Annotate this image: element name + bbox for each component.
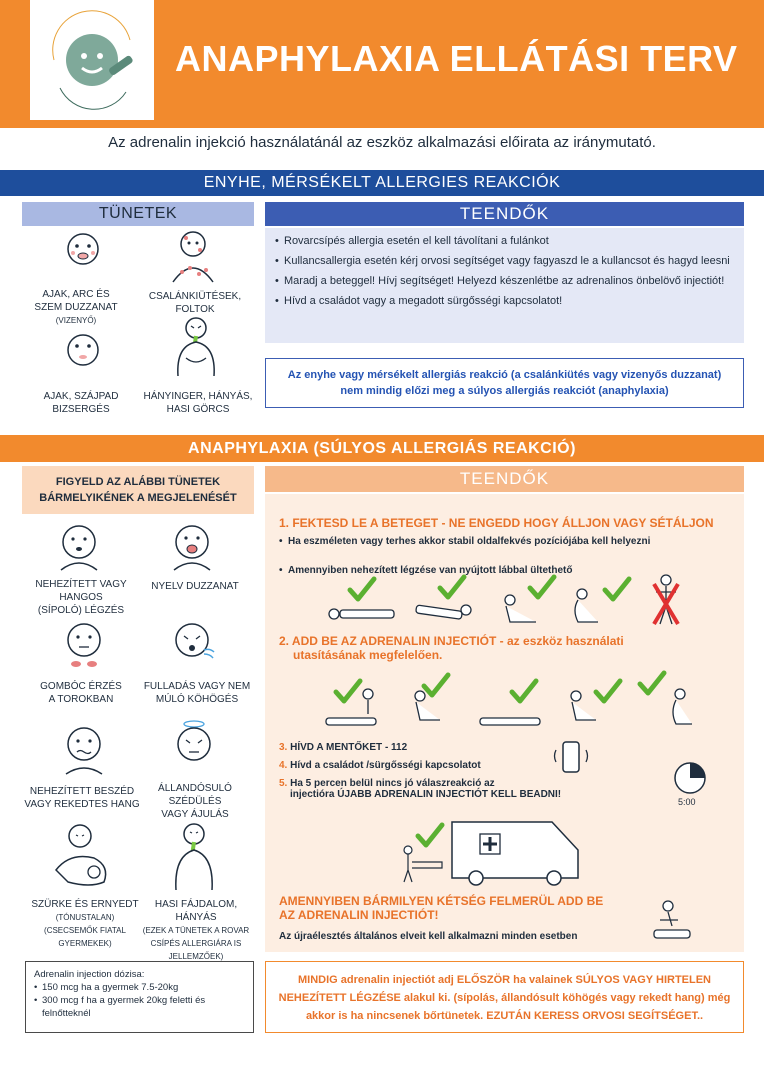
throat-lump-icon [60, 620, 110, 672]
cpr-note: Az újraélesztés általános elveit kell alkalmazni minden esetben [279, 931, 578, 942]
symptom-label: NEHEZÍTETT VAGY HANGOS (SÍPOLÓ) LÉGZÉS [35, 579, 127, 616]
ambulance-icon [392, 816, 582, 888]
symptom-label: CSALÁNKIÜTÉSEK, FOLTOK [148, 291, 242, 315]
dose-box [25, 961, 254, 1033]
phone-icon [553, 738, 589, 778]
tongue-swelling-icon [168, 520, 220, 572]
dose-item: • 150 mcg ha a gyermek 7.5-20kg [34, 981, 245, 994]
watch-symptoms-box: FIGYELD AZ ALÁBBI TÜNETEK BÁRMELYIKÉNEK A MEGJELENÉSÉT [22, 466, 254, 514]
swollen-face-icon [64, 231, 102, 271]
todo-item: • Kullancsallergia esetén kérj orvosi segítséget vagy fagyaszd le a kullancsot és hagyd leesni [275, 254, 734, 268]
dizziness-icon [170, 718, 222, 776]
symptom-label: NYELV DUZZANAT [151, 581, 239, 592]
dose-item: • 300 mcg f ha a gyermek 20kg feletti és felnőtteknél [34, 994, 245, 1020]
todo-item: • Maradj a beteggel! Hívj segítséget! Helyezd készenlétbe az adrenalinos önbelövő injectiót! [275, 274, 734, 288]
vomiting-icon [168, 316, 224, 378]
severe-todo-heading: TEENDŐK [265, 466, 744, 492]
breathing-icon [55, 520, 107, 572]
severe-section-bar: ANAPHYLAXIA (SÚLYOS ALLERGIÁS REAKCIÓ) [0, 435, 764, 462]
symptom-label: AJAK, SZÁJPAD BIZSERGÉS [43, 391, 119, 415]
subtitle: Az adrenalin injekció használatánál az eszköz alkalmazási előirata az iránymutató. [108, 134, 656, 151]
check-icon [350, 579, 374, 599]
symptom-label: HÁNYINGER, HÁNYÁS, HASI GÖRCS [143, 391, 253, 415]
logo-face-icon [30, 0, 154, 120]
mild-todo-list [265, 228, 744, 343]
step-2-title: 2. ADD BE AZ ADRENALIN INJECTIÓT - az eszköz használati utasításának megfelelően. [279, 634, 624, 662]
step-1-bullet: • Ha eszméleten vagy terhes akkor stabil oldalfekvés pozícióјába kell helyezni [279, 536, 739, 547]
symptom-label: ÁLLANDÓSULÓ SZÉDÜLÉS VAGY ÁJULÁS [158, 783, 232, 820]
logo [30, 0, 154, 120]
step-5: 5. Ha 5 percen belül nincs jó válaszreakció az injectióra ÚJABB ADRENALIN INJECTIÓT KELL BEADNI! [279, 778, 562, 800]
injection-positions-illustration [320, 674, 700, 734]
patient-positions-illustration [320, 572, 700, 632]
limp-baby-icon [50, 822, 114, 892]
todo-item: • Hívd a családot vagy a megadott sürgősségi kapcsolatot! [275, 294, 734, 308]
step-3: 3. HÍVD A MENTŐKET - 112 [279, 742, 408, 753]
mild-section-bar: ENYHE, MÉRSÉKELT ALLERGIES REAKCIÓK [0, 170, 764, 196]
symptom-label: FULLADÁS VAGY NEM MÚLÓ KÖHÖGÉS [143, 681, 251, 705]
page-title: ANAPHYLAXIA ELLÁTÁSI TERV [175, 38, 738, 79]
severe-note: MINDIG adrenalin injectiót adj ELŐSZÖR ha valainek SÚLYOS VAGY HIRTELEN NEHEZÍTETT LÉGZÉSE alakul ki. (sípolás, állandósult köhögés vagy rekedt hang) még akkor is ha nincsenek bőrtünetek. EZUTÁN KERESS ORVOSI SEGÍTSÉGET.. [265, 961, 744, 1033]
mild-note: Az enyhe vagy mérsékelt allergiás reakció (a csalánkiütés vagy vizenyős duzzanat) nem mindig előzi meg a súlyos allergiás reakciót (anaphylaxia) [265, 358, 744, 408]
symptom-label: NEHEZÍTETT BESZÉD VAGY REKEDTES HANG [24, 786, 140, 810]
dose-title: Adrenalin injection dózisa: [34, 969, 145, 980]
abdominal-pain-icon [166, 822, 224, 892]
step-1-title: 1. FEKTESD LE A BETEGET - NE ENGEDD HOGY ÁLLJON VAGY SÉTÁLJON [279, 516, 714, 530]
step-1-bullet: • Amennyiben nehezített légzése van nyújtott lábbal ültethető [279, 565, 739, 576]
mild-symptoms-heading: TÜNETEK [22, 202, 254, 226]
symptom-label: SZÜRKE ÉS ERNYEDT (TÓNUSTALAN) (CSECSEMŐK FIATAL GYERMEKEK) [31, 899, 139, 948]
lip-tingling-icon [64, 332, 102, 372]
hives-icon [168, 230, 218, 286]
cpr-icon [650, 898, 694, 942]
todo-item: • Rovarcsípés allergia esetén el kell távolítani a fulánkot [275, 234, 734, 248]
step-4: 4. Hívd a családot /sürgősségi kapcsolatot [279, 760, 481, 771]
doubt-warning: AMENNYIBEN BÁRMILYEN KÉTSÉG FELMERÜL ADD BE AZ ADRENALIN INJECTIÓT! [279, 894, 604, 922]
symptom-label: GOMBÓC ÉRZÉS A TOROKBAN [40, 681, 122, 705]
mild-todo-heading: TEENDŐK [265, 202, 744, 226]
symptom-label: AJAK, ARC ÉS SZEM DUZZANAT (VIZENYŐ) [34, 289, 118, 325]
speech-difficulty-icon [60, 724, 110, 776]
timer-icon [672, 760, 708, 796]
coughing-icon [168, 620, 220, 672]
timer-label: 5:00 [678, 797, 696, 807]
symptom-label: HASI FÁJDALOM, HÁNYÁS (EZEK A TÜNETEK A ROVAR CSÍPÉS ALLERGIÁRA IS JELLEMZŐEK) [142, 899, 250, 961]
